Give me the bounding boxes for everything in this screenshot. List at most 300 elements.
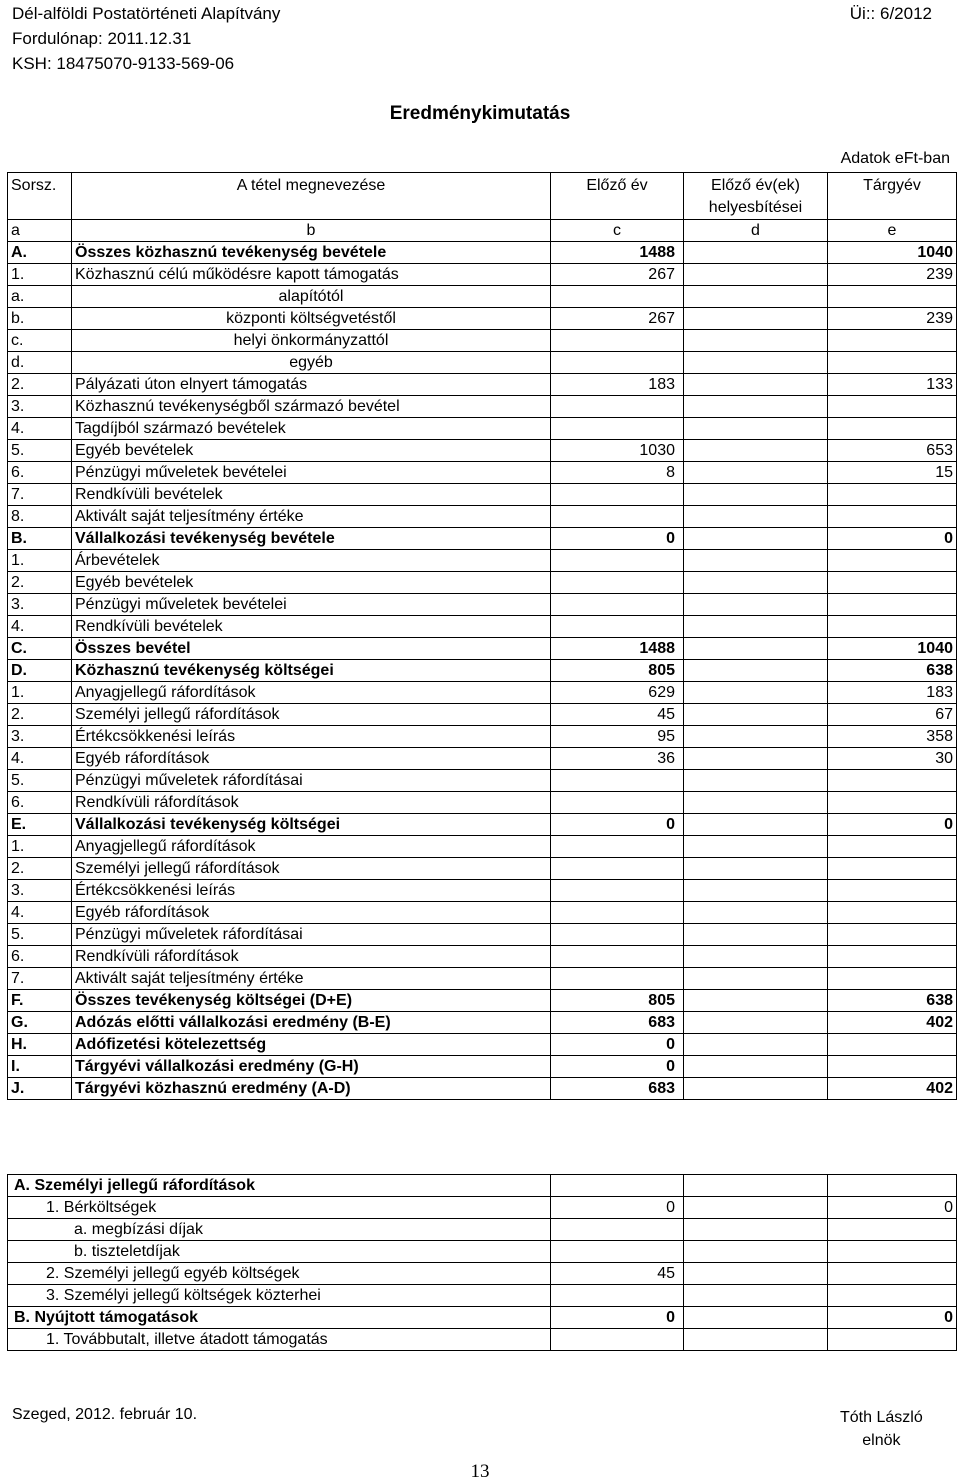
table-row (8, 638, 957, 660)
row-current-year (828, 616, 957, 638)
row-number: 4. (8, 748, 72, 770)
row-number: J. (8, 1078, 72, 1100)
row-label: a. megbízási díjak (8, 1219, 551, 1241)
row-adjustment (684, 682, 828, 704)
row-adjustment (684, 1078, 828, 1100)
income-statement-table (7, 172, 957, 1100)
row-current-year: 239 (828, 264, 957, 286)
row-label: Egyéb ráfordítások (72, 748, 551, 770)
row-adjustment (684, 1012, 828, 1034)
row-adjustment (684, 946, 828, 968)
row-current-year (828, 550, 957, 572)
row-prev-year (551, 352, 684, 374)
table-row (8, 528, 957, 550)
row-label: Egyéb bevételek (72, 440, 551, 462)
row-label: Adózás előtti vállalkozási eredmény (B-E) (72, 1012, 551, 1034)
col-letter-d: d (684, 220, 828, 242)
table-row (8, 286, 957, 308)
row-prev-year (551, 1329, 684, 1351)
row-adjustment (684, 374, 828, 396)
row-prev-year: 1488 (551, 638, 684, 660)
row-prev-year (551, 286, 684, 308)
table-row (8, 792, 957, 814)
row-number: d. (8, 352, 72, 374)
row-current-year: 15 (828, 462, 957, 484)
row-prev-year: 1488 (551, 242, 684, 264)
row-prev-year (551, 572, 684, 594)
row-prev-year (551, 506, 684, 528)
table-row (8, 1263, 957, 1285)
row-label: 2. Személyi jellegű egyéb költségek (8, 1263, 551, 1285)
table-row (8, 1307, 957, 1329)
row-prev-year (551, 902, 684, 924)
row-label: Rendkívüli bevételek (72, 616, 551, 638)
row-adjustment (684, 528, 828, 550)
row-current-year: 638 (828, 990, 957, 1012)
table-row (8, 1078, 957, 1100)
row-current-year (828, 1329, 957, 1351)
table-row (8, 924, 957, 946)
col-header-adjust-line2: helyesbítései (708, 199, 803, 216)
col-header-adjust (684, 173, 828, 220)
row-number: 8. (8, 506, 72, 528)
row-prev-year (551, 792, 684, 814)
row-label: Árbevételek (72, 550, 551, 572)
row-prev-year: 683 (551, 1012, 684, 1034)
row-adjustment (684, 550, 828, 572)
row-label: Tagdíjból származó bevételek (72, 418, 551, 440)
table-header-row (8, 173, 957, 220)
row-number: 4. (8, 418, 72, 440)
row-adjustment (684, 242, 828, 264)
row-prev-year: 0 (551, 1307, 684, 1329)
row-adjustment (684, 264, 828, 286)
row-current-year (828, 1263, 957, 1285)
row-number: 2. (8, 858, 72, 880)
row-label: Személyi jellegű ráfordítások (72, 858, 551, 880)
row-prev-year: 0 (551, 528, 684, 550)
table-row (8, 484, 957, 506)
row-prev-year: 1030 (551, 440, 684, 462)
table-row (8, 682, 957, 704)
row-label: Pénzügyi műveletek bevételei (72, 594, 551, 616)
row-label: Összes tevékenység költségei (D+E) (72, 990, 551, 1012)
row-current-year: 133 (828, 374, 957, 396)
table-row (8, 748, 957, 770)
row-number: 5. (8, 924, 72, 946)
row-prev-year (551, 858, 684, 880)
row-prev-year: 805 (551, 990, 684, 1012)
row-current-year (828, 572, 957, 594)
row-number: 6. (8, 462, 72, 484)
row-adjustment (684, 616, 828, 638)
row-label: Rendkívüli bevételek (72, 484, 551, 506)
row-adjustment (684, 1197, 828, 1219)
row-prev-year: 8 (551, 462, 684, 484)
row-current-year (828, 968, 957, 990)
row-prev-year: 267 (551, 308, 684, 330)
table-row (8, 308, 957, 330)
row-label: 1. Bérköltségek (8, 1197, 551, 1219)
table-row (8, 352, 957, 374)
row-adjustment (684, 330, 828, 352)
table-row (8, 880, 957, 902)
row-label: Vállalkozási tevékenység költségei (72, 814, 551, 836)
row-label: Aktivált saját teljesítmény értéke (72, 506, 551, 528)
row-current-year (828, 286, 957, 308)
table-row (8, 506, 957, 528)
row-current-year (828, 858, 957, 880)
col-header-adjust-line1: Előző év(ek) (711, 177, 800, 194)
row-prev-year (551, 1241, 684, 1263)
row-number: B. (8, 528, 72, 550)
organization-name: Dél-alföldi Postatörténeti Alapítvány (12, 4, 281, 23)
row-adjustment (684, 660, 828, 682)
row-prev-year: 0 (551, 1197, 684, 1219)
row-adjustment (684, 902, 828, 924)
place-and-date: Szeged, 2012. február 10. (12, 1406, 198, 1423)
row-label: Rendkívüli ráfordítások (72, 946, 551, 968)
row-current-year (828, 484, 957, 506)
col-header-sorsz: Sorsz. (8, 173, 72, 220)
row-current-year (828, 770, 957, 792)
row-number: 4. (8, 902, 72, 924)
row-number: 6. (8, 792, 72, 814)
supplement-table (7, 1174, 957, 1351)
row-adjustment (684, 594, 828, 616)
signer-role: elnök (862, 1432, 901, 1449)
row-adjustment (684, 990, 828, 1012)
row-prev-year (551, 484, 684, 506)
table-row (8, 550, 957, 572)
row-prev-year (551, 770, 684, 792)
row-number: 6. (8, 946, 72, 968)
table-row (8, 1285, 957, 1307)
row-prev-year (551, 330, 684, 352)
row-adjustment (684, 440, 828, 462)
row-current-year (828, 594, 957, 616)
row-prev-year (551, 550, 684, 572)
row-adjustment (684, 506, 828, 528)
table-row (8, 594, 957, 616)
row-adjustment (684, 352, 828, 374)
table-row (8, 704, 957, 726)
table-row (8, 968, 957, 990)
row-adjustment (684, 308, 828, 330)
row-current-year: 402 (828, 1078, 957, 1100)
row-current-year (828, 1285, 957, 1307)
row-current-year (828, 1175, 957, 1197)
row-adjustment (684, 1241, 828, 1263)
row-prev-year (551, 616, 684, 638)
col-letter-b: b (72, 220, 551, 242)
row-adjustment (684, 792, 828, 814)
row-prev-year (551, 594, 684, 616)
table-row (8, 770, 957, 792)
row-prev-year: 683 (551, 1078, 684, 1100)
row-prev-year (551, 1285, 684, 1307)
table-row (8, 462, 957, 484)
row-number: 1. (8, 682, 72, 704)
row-number: 4. (8, 616, 72, 638)
row-number: 3. (8, 396, 72, 418)
row-current-year (828, 946, 957, 968)
row-adjustment (684, 572, 828, 594)
row-number: E. (8, 814, 72, 836)
row-current-year: 358 (828, 726, 957, 748)
row-label: B. Nyújtott támogatások (8, 1307, 551, 1329)
row-prev-year (551, 1175, 684, 1197)
row-number: 2. (8, 704, 72, 726)
row-number: 3. (8, 880, 72, 902)
row-label: Adófizetési kötelezettség (72, 1034, 551, 1056)
row-current-year: 0 (828, 814, 957, 836)
row-prev-year: 45 (551, 1263, 684, 1285)
row-prev-year: 0 (551, 814, 684, 836)
table-row (8, 1241, 957, 1263)
row-adjustment (684, 1056, 828, 1078)
row-number: b. (8, 308, 72, 330)
row-current-year (828, 1219, 957, 1241)
table-row (8, 374, 957, 396)
row-adjustment (684, 418, 828, 440)
row-number: a. (8, 286, 72, 308)
row-current-year: 0 (828, 1307, 957, 1329)
col-header-cur: Tárgyév (828, 173, 957, 220)
row-prev-year: 183 (551, 374, 684, 396)
row-current-year (828, 1056, 957, 1078)
row-current-year (828, 902, 957, 924)
col-letter-c: c (551, 220, 684, 242)
row-label: helyi önkormányzattól (72, 330, 551, 352)
table-letter-row (8, 220, 957, 242)
row-prev-year (551, 396, 684, 418)
row-label: A. Személyi jellegű ráfordítások (8, 1175, 551, 1197)
row-adjustment (684, 880, 828, 902)
page-title: Eredménykimutatás (389, 103, 571, 124)
table-row (8, 440, 957, 462)
row-adjustment (684, 1219, 828, 1241)
table-row (8, 660, 957, 682)
row-adjustment (684, 1175, 828, 1197)
row-current-year (828, 506, 957, 528)
row-current-year (828, 792, 957, 814)
row-adjustment (684, 638, 828, 660)
table-row (8, 858, 957, 880)
table-row (8, 836, 957, 858)
row-label: Anyagjellegű ráfordítások (72, 682, 551, 704)
row-adjustment (684, 1263, 828, 1285)
row-label: Értékcsökkenési leírás (72, 726, 551, 748)
row-adjustment (684, 924, 828, 946)
row-number: 5. (8, 770, 72, 792)
row-number: G. (8, 1012, 72, 1034)
row-current-year: 67 (828, 704, 957, 726)
row-prev-year: 629 (551, 682, 684, 704)
row-current-year: 638 (828, 660, 957, 682)
row-label: Egyéb bevételek (72, 572, 551, 594)
row-prev-year: 0 (551, 1056, 684, 1078)
row-prev-year: 45 (551, 704, 684, 726)
row-adjustment (684, 770, 828, 792)
row-current-year: 30 (828, 748, 957, 770)
col-letter-a: a (8, 220, 72, 242)
unit-note: Adatok eFt-ban (840, 150, 950, 167)
row-number: 3. (8, 594, 72, 616)
row-label: központi költségvetéstől (72, 308, 551, 330)
reference-number: Üi:: 6/2012 (849, 4, 932, 23)
row-adjustment (684, 1307, 828, 1329)
row-prev-year (551, 924, 684, 946)
table-row (8, 1034, 957, 1056)
row-current-year: 1040 (828, 242, 957, 264)
signer-name: Tóth László (840, 1409, 923, 1426)
row-number: 1. (8, 836, 72, 858)
row-number: 2. (8, 374, 72, 396)
row-label: b. tiszteletdíjak (8, 1241, 551, 1263)
row-current-year (828, 880, 957, 902)
row-adjustment (684, 858, 828, 880)
row-number: 7. (8, 484, 72, 506)
row-current-year (828, 396, 957, 418)
col-letter-e: e (828, 220, 957, 242)
row-current-year: 653 (828, 440, 957, 462)
row-prev-year: 95 (551, 726, 684, 748)
row-label: Pályázati úton elnyert támogatás (72, 374, 551, 396)
row-label: Összes közhasznú tevékenység bevétele (72, 242, 551, 264)
row-label: Tárgyévi közhasznú eredmény (A-D) (72, 1078, 551, 1100)
row-label: 1. Továbbutalt, illetve átadott támogatás (8, 1329, 551, 1351)
row-prev-year: 36 (551, 748, 684, 770)
row-number: 2. (8, 572, 72, 594)
table-row (8, 814, 957, 836)
col-header-name: A tétel megnevezése (72, 173, 551, 220)
row-label: Közhasznú tevékenységből származó bevétel (72, 396, 551, 418)
table-row (8, 1219, 957, 1241)
row-number: 3. (8, 726, 72, 748)
row-current-year: 183 (828, 682, 957, 704)
row-current-year (828, 352, 957, 374)
row-adjustment (684, 968, 828, 990)
row-prev-year (551, 880, 684, 902)
row-label: Rendkívüli ráfordítások (72, 792, 551, 814)
table-row (8, 946, 957, 968)
row-adjustment (684, 484, 828, 506)
row-adjustment (684, 726, 828, 748)
table-row (8, 1012, 957, 1034)
row-current-year (828, 1241, 957, 1263)
table-row (8, 902, 957, 924)
row-current-year (828, 1034, 957, 1056)
row-label: egyéb (72, 352, 551, 374)
row-adjustment (684, 1329, 828, 1351)
row-number: F. (8, 990, 72, 1012)
row-label: alapítótól (72, 286, 551, 308)
row-label: Vállalkozási tevékenység bevétele (72, 528, 551, 550)
signature-block (840, 1406, 923, 1452)
row-number: c. (8, 330, 72, 352)
row-adjustment (684, 462, 828, 484)
table-row (8, 1175, 957, 1197)
row-number: 1. (8, 264, 72, 286)
table-row (8, 616, 957, 638)
row-current-year: 402 (828, 1012, 957, 1034)
row-current-year (828, 924, 957, 946)
row-prev-year (551, 968, 684, 990)
col-header-prev: Előző év (551, 173, 684, 220)
row-number: H. (8, 1034, 72, 1056)
row-prev-year: 805 (551, 660, 684, 682)
row-prev-year (551, 946, 684, 968)
row-current-year (828, 836, 957, 858)
row-label: 3. Személyi jellegű költségek közterhei (8, 1285, 551, 1307)
row-adjustment (684, 1034, 828, 1056)
row-adjustment (684, 396, 828, 418)
row-adjustment (684, 814, 828, 836)
ksh-number: KSH: 18475070-9133-569-06 (12, 54, 235, 73)
row-prev-year: 267 (551, 264, 684, 286)
page-number: 13 (470, 1461, 490, 1482)
table-row (8, 990, 957, 1012)
row-label: Pénzügyi műveletek ráfordításai (72, 770, 551, 792)
table-row (8, 330, 957, 352)
row-label: Pénzügyi műveletek ráfordításai (72, 924, 551, 946)
row-number: 5. (8, 440, 72, 462)
row-label: Tárgyévi vállalkozási eredmény (G-H) (72, 1056, 551, 1078)
table-row (8, 572, 957, 594)
table-row (8, 1197, 957, 1219)
table-row (8, 418, 957, 440)
row-label: Pénzügyi műveletek bevételei (72, 462, 551, 484)
row-prev-year (551, 418, 684, 440)
row-label: Aktivált saját teljesítmény értéke (72, 968, 551, 990)
row-label: Egyéb ráfordítások (72, 902, 551, 924)
table-row (8, 726, 957, 748)
row-current-year (828, 418, 957, 440)
row-label: Közhasznú tevékenység költségei (72, 660, 551, 682)
table-row (8, 1329, 957, 1351)
row-number: C. (8, 638, 72, 660)
row-adjustment (684, 286, 828, 308)
row-adjustment (684, 1285, 828, 1307)
row-prev-year (551, 1219, 684, 1241)
row-current-year: 1040 (828, 638, 957, 660)
row-number: I. (8, 1056, 72, 1078)
balance-date: Fordulónap: 2011.12.31 (12, 29, 192, 48)
row-label: Értékcsökkenési leírás (72, 880, 551, 902)
row-current-year: 239 (828, 308, 957, 330)
row-label: Közhasznú célú működésre kapott támogatás (72, 264, 551, 286)
table-row (8, 242, 957, 264)
row-label: Összes bevétel (72, 638, 551, 660)
row-current-year: 0 (828, 1197, 957, 1219)
row-current-year (828, 330, 957, 352)
row-label: Anyagjellegű ráfordítások (72, 836, 551, 858)
row-adjustment (684, 836, 828, 858)
row-prev-year: 0 (551, 1034, 684, 1056)
row-current-year: 0 (828, 528, 957, 550)
row-adjustment (684, 704, 828, 726)
table-row (8, 1056, 957, 1078)
row-prev-year (551, 836, 684, 858)
row-number: 7. (8, 968, 72, 990)
row-adjustment (684, 748, 828, 770)
row-number: A. (8, 242, 72, 264)
row-label: Személyi jellegű ráfordítások (72, 704, 551, 726)
table-row (8, 264, 957, 286)
row-number: 1. (8, 550, 72, 572)
table-row (8, 396, 957, 418)
